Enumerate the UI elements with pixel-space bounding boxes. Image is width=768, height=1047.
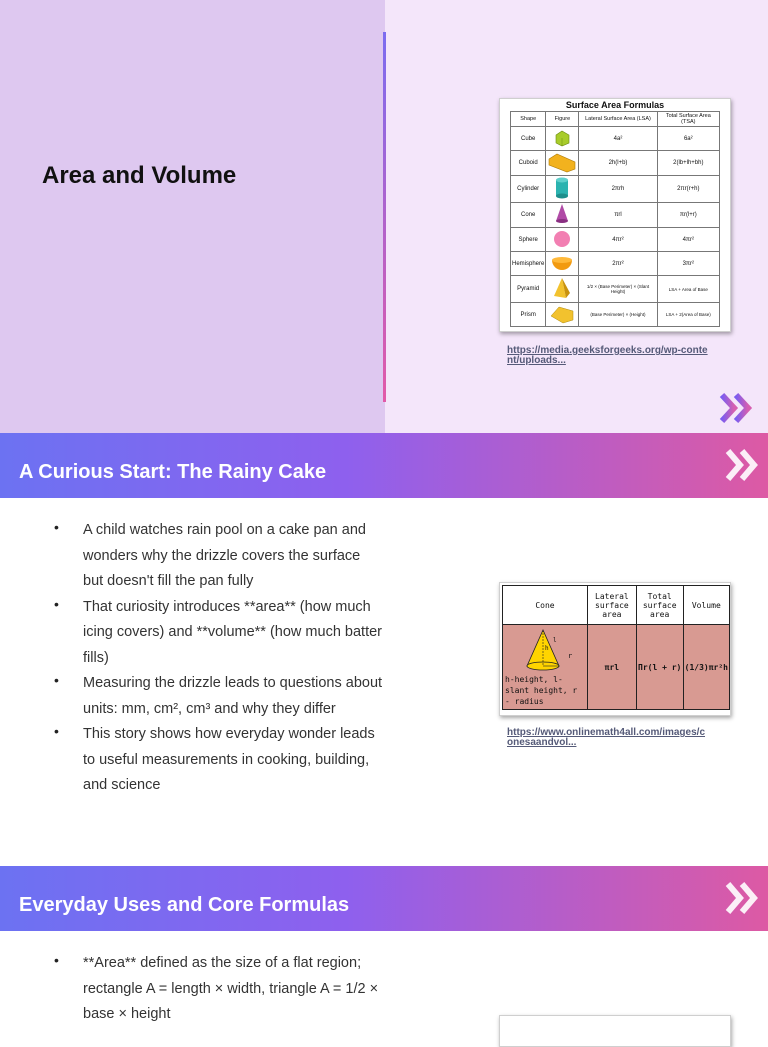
table-row [511, 203, 720, 228]
table-header-cell: Total Surface Area (TSA) [657, 112, 719, 127]
chevron-double-right-icon [724, 880, 764, 916]
table-cell: πrl [579, 203, 657, 228]
table-row [511, 276, 720, 303]
table-cell: 2πr² [579, 252, 657, 276]
table-header-cell: Figure [546, 112, 579, 127]
table-header-cell: Lateral surface area [588, 586, 637, 625]
table-cell: 2(lb+lh+bh) [657, 151, 719, 176]
svg-text:r: r [568, 651, 573, 660]
table-row [511, 127, 720, 151]
section-heading: Everyday Uses and Core Formulas [19, 894, 350, 916]
link-line: onesaandvol... [507, 737, 577, 748]
cone-table [502, 585, 730, 710]
svg-text:l: l [553, 636, 557, 644]
section2-image-partial [499, 1015, 731, 1047]
section-header-rainy-cake [0, 433, 768, 498]
table-cell: (1/3)πr²h [683, 625, 729, 710]
table-header-row [503, 586, 730, 625]
table-cell: 6a² [657, 127, 719, 151]
list-item: • This story shows how everyday wonder leads to useful measurements in cooking, building, and science [54, 722, 384, 799]
table-row [511, 151, 720, 176]
cube-icon [546, 127, 579, 151]
table-cell: Pyramid [511, 276, 546, 303]
cone-figure-cell [503, 625, 588, 710]
table-cell: 1/2 × (Base Perimeter) × (Slant Height) [579, 276, 657, 303]
table-cell: Prism [511, 303, 546, 327]
table-cell: 3πr² [657, 252, 719, 276]
table-cell: πrl [588, 625, 637, 710]
table-header-cell: Total surface area [636, 586, 683, 625]
table-header-cell: Cone [503, 586, 588, 625]
sphere-icon [546, 228, 579, 252]
table-cell: 4πr² [657, 228, 719, 252]
table-row [511, 176, 720, 203]
cone-figure-caption: h-height, l-slant height, r - radius [505, 674, 578, 706]
table-cell: 2h(l+b) [579, 151, 657, 176]
table-header-cell: Volume [683, 586, 729, 625]
table-header-cell: Lateral Surface Area (LSA) [579, 112, 657, 127]
table-row [503, 625, 730, 710]
table-cell: Cone [511, 203, 546, 228]
section-header-everyday-uses [0, 866, 768, 931]
pyramid-icon [546, 276, 579, 303]
table-cell: LSA + Area of Base [657, 276, 719, 303]
bullet-list [54, 951, 384, 1028]
table-cell: Hemisphere [511, 252, 546, 276]
table-header-cell: Shape [511, 112, 546, 127]
cone-diagram-icon [505, 628, 579, 672]
table-row [511, 303, 720, 327]
table-row [511, 228, 720, 252]
title-slide-left-panel [0, 0, 385, 433]
cuboid-icon [546, 151, 579, 176]
cylinder-icon [546, 176, 579, 203]
table-cell: 2πrh [579, 176, 657, 203]
list-item: • Measuring the drizzle leads to questions about units: mm, cm², cm³ and why they differ [54, 671, 384, 722]
hemisphere-icon [546, 252, 579, 276]
link-line: nt/uploads... [507, 355, 566, 366]
link-line: https://www.onlinemath4all.com/images/c [507, 727, 706, 738]
bullet-list [54, 518, 384, 799]
table-cell: 4πr² [579, 228, 657, 252]
chevron-double-right-icon [724, 447, 764, 483]
table-cell: Sphere [511, 228, 546, 252]
svg-text:h: h [545, 644, 549, 652]
table-cell: (Base Perimeter) × (Height) [579, 303, 657, 327]
prism-icon [546, 303, 579, 327]
list-item: • That curiosity introduces **area** (how much icing covers) and **volume** (how much batter fills) [54, 595, 384, 672]
table-header-row [511, 112, 720, 127]
cone-formula-image [499, 582, 731, 716]
link-line: https://media.geeksforgeeks.org/wp-conte [507, 345, 708, 356]
table-cell: 2πr(r+h) [657, 176, 719, 203]
table-cell: Cuboid [511, 151, 546, 176]
list-item: • A child watches rain pool on a cake pan and wonders why the drizzle covers the surface but doesn't fill the pan fully [54, 518, 384, 595]
table-cell: πr(l+r) [657, 203, 719, 228]
page-title: Area and Volume [42, 162, 237, 189]
list-item: • **Area** defined as the size of a flat region; rectangle A = length × width, triangle A = 1/2 × base × height [54, 951, 384, 1028]
table-cell: Cylinder [511, 176, 546, 203]
table-cell: LSA + 2(Area of Base) [657, 303, 719, 327]
formula-table [510, 111, 720, 327]
table-cell: Πr(l + r) [636, 625, 683, 710]
image-source-link[interactable] [507, 728, 705, 748]
table-cell: 4a² [579, 127, 657, 151]
table-cell: Cube [511, 127, 546, 151]
section-heading: A Curious Start: The Rainy Cake [19, 461, 327, 483]
cone-icon [546, 203, 579, 228]
table-row [511, 252, 720, 276]
image-source-link[interactable] [507, 346, 708, 366]
title-accent-bar [383, 32, 386, 402]
formula-image-title: Surface Area Formulas [565, 100, 665, 110]
chevron-double-right-icon [718, 392, 758, 426]
surface-area-formulas-image [499, 98, 731, 332]
